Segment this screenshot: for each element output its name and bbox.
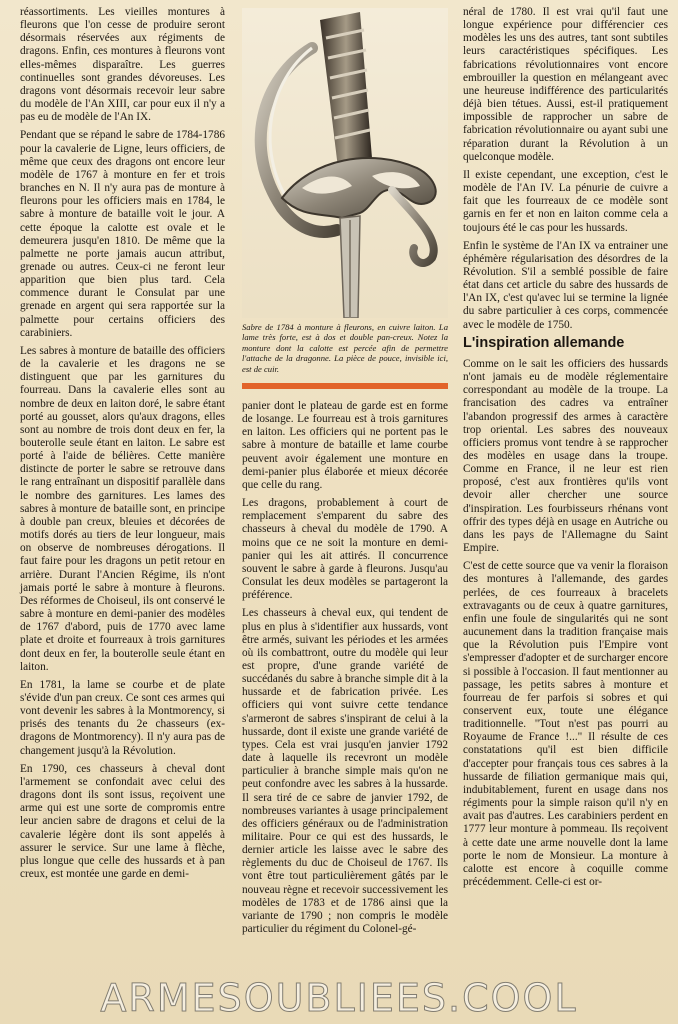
paragraph: En 1781, la lame se courbe et de plate s'évide d'un pan creux. Ce sont ces armes qui vont devenir les sabres à la Montmorency, si prisés des tenants du 2e chasseurs (ex-dragons de Montmorency). Il n'y aura pas de changement jusqu'à la Révolution. xyxy=(20,678,225,757)
text-column-right xyxy=(463,6,668,894)
paragraph: C'est de cette source que va venir la floraison des montures à l'allemande, des gardes perlées, de ces fourreaux à bracelets extravagants ou de ceux à quatre garnitures, enfin une foule de singularités qui ne sont aucunement dans la tradition française mais que la Révolution puis l'Empire vont s'empresser d'adopter et de surcharger encore si possible à l'occasion. Il faut mentionner au passage, les petits sabres à monture et fourreau de fer parfois si sobres et qui conservent eux, toute une élégance traditionnelle. "Tout n'est pas pourri au Royaume de France !..." Il résulte de ces constatations qu'il est bien difficile d'accepter pour français tous ces sabres à la hussarde de filiation germanique mais qui, indubitablement, furent en usage dans nos régiments pour la simple raison qu'il n'y en avait pas d'autres. Les carabiniers perdent en 1777 leur monture à pommeau. Ils reçoivent à cette date une arme nouvelle dont la lame porte le nom de Monsieur. La monture à calotte est encore à coquille comme précédemment. Celle-ci est or- xyxy=(463,560,668,888)
paragraph: réassortiments. Les vieilles montures à fleurons que l'on cesse de produire seront désormais réservées aux régiments de dragons. Enfin, ces montures à fleurons vont elles-mêmes disparaître. Les guerres continuelles sont grandes dévoreuses. Les dragons vont désormais recevoir leur sabre du modèle de l'An XIII, car pour eux il n'y a pas eu de modèle de l'An IX. xyxy=(20,6,225,124)
sabre-hilt-illustration xyxy=(242,8,448,318)
section-heading: L'inspiration allemande xyxy=(463,334,625,351)
paragraph: Les dragons, probablement à court de remplacement s'emparent du sabre des chasseurs à cheval du modèle de 1790. A moins que ce ne soit la monture en demi-panier qui les ait attirés. Il concurrence souvent le sabre à garde à fleurons. Jusqu'au Consulat les deux modèles se partageront la préférence. xyxy=(242,497,448,602)
site-watermark: ARMESOUBLIEES.COOL xyxy=(100,976,578,1020)
paragraph: Pendant que se répand le sabre de 1784-1786 pour la cavalerie de Ligne, leurs officiers, de même que ceux des dragons ont encore leur modèle de 1767 à monture en fer et trois branches en N. Il n'y aura pas de monture à fleurons pour les officiers mais en 1784, le sabre à monture de bataille voit le jour. A cette époque la calotte est ovale et le demeurera jusqu'en 1810. De même que la palmette ne porte jamais aucun attribut, grenade ou autres. Ceux-ci ne feront leur apparition que bien plus tard. Cela commence durant le Consulat par une grenade en argent qui sera rapportée sur la palmette pour certains officiers des carabiniers. xyxy=(20,129,225,339)
sabre-photo xyxy=(242,8,448,318)
photo-caption: Sabre de 1784 à monture à fleurons, en cuivre laiton. La lame très forte, est à dos et double pan-creux. Notez la monture dont la calotte est percée afin de permettre l'attache de la dragonne. La pièce de pouce, invisible ici, est de cuir. xyxy=(242,322,448,374)
paragraph: En 1790, ces chasseurs à cheval dont l'armement se confondait avec celui des dragons dont ils sont issus, reçoivent une arme qui est une sorte de compromis entre leur ancien sabre de dragons et celui de la cavalerie légère dont ils sont appelés à assurer le service. Sur une lame à flèche, plus longue que celle des hussards et à pan creux, est montée une garde en demi- xyxy=(20,762,225,880)
paragraph: Les sabres à monture de bataille des officiers de la cavalerie et les dragons ne se distinguent que par les garnitures du fourreau. Dans la cavalerie elles sont au nombre de deux en laiton doré, le sabre étant porté au gousset, alors qu'aux dragons, elles sont au nombre de trois dont deux en fer, la bouterolle seule étant en laiton. Le sabre est porté à l'aide de bélières. Cette manière distincte de porter le sabre se retrouve dans le rang entraînant un dispositif parallèle dans le nombre des garnitures. Les lames des sabres à monture de bataille sont, en principe à double pan creux, bleuies et décorées de motifs dorés au tiers de leur longueur, mais on observe de nombreuses dérogations. Il faut faire pour les dragons un petit retour en arrière. Durant l'Ancien Régime, ils n'ont jamais porté le sabre à monture à fleurons. Des réformes de Choiseul, ils ont conservé le sabre à monture en demi-panier des modèles de 1767 d'abord, puis de 1770 avec lame plate et droite et fourreaux à trois garnitures dont deux en fer, la bouterolle seule étant en laiton. xyxy=(20,344,225,673)
paragraph: Comme on le sait les officiers des hussards n'ont jamais eu de modèle réglementaire correspondant au modèle de la troupe. La francisation des cadres va entraîner l'abandon progressif des armes à caractère trop oriental. Les sabres des nouveaux officiers promus vont tendre à se rapprocher des modèles en usage dans la troupe. Comme en France, il ne leur est rien proposé, c'est aux frontières qu'ils vont devoir aller chercher une source d'inspiration. Les fourbisseurs rhénans vont offrir des types déjà en usage en Autriche ou dans les pays de l'Allemagne du Saint Empire. xyxy=(463,357,668,555)
paragraph: Les chasseurs à cheval eux, qui tendent de plus en plus à s'identifier aux hussards, vont être armés, suivant les périodes et les armées où ils combattront, outre du modèle qui leur est propre, d'une grande variété de succédanés du sabre à branche simple dit à la hussarde et de fabrication privée. Les officiers qui vont suivre cette tendance s'armeront de sabres s'inspirant de celui à la hussarde, dont il existe une grande variété de types. Cela est vrai jusqu'en janvier 1792 date à laquelle ils recevront un modèle particulier à branche simple mais qu'on ne peut confondre avec les sabres à la hussarde. Il sera tiré de ce sabre de janvier 1792, de nombreuses variantes à usage principalement des officiers généraux ou de l'administration militaire. Pour ce qui est des hussards, le dernier article les laisse avec le sabre des règlements du duc de Choiseul de 1767. Ils vont être tout particulièrement gâtés par le nouveau règne et recevoir successivement les modèles de 1783 et de 1786 ainsi que la variante de 1790 ; non compris le modèle particulier du régiment du Colonel-gé- xyxy=(242,607,448,936)
orange-divider xyxy=(242,383,448,389)
paragraph: Il existe cependant, une exception, c'est le modèle de l'An IV. La pénurie de cuivre a fait que les fourreaux de ce modèle sont garnis en fer et non en laiton comme cela a toujours été le cas pour les hussards. xyxy=(463,168,668,234)
text-column-middle xyxy=(242,400,448,941)
paragraph: Enfin le système de l'An IX va entrainer une éphémère régularisation des désordres de la Révolution. S'il a semblé possible de faire état dans cet article du sabre des hussards de l'An IX, c'est qu'avec lui se termine la lignée du sabre particulier à ces corps, commencée avec le modèle de 1750. xyxy=(463,239,668,331)
text-column-left xyxy=(20,6,225,886)
paragraph: néral de 1780. Il est vrai qu'il faut une longue expérience pour différencier ces modèles les uns des autres, tant sont subtiles leurs caractéristiques spécifiques. Les fabrications révolutionnaires vont encore embrouiller la question en mélangeant avec une heureuse indifférence des particularités déjà bien tétues. Aussi, est-il pratiquement impossible de rapprocher un sabre de fabrication révolutionnaire ou ayant subi une réparation durant la Révolution à un quelconque modèle. xyxy=(463,6,668,163)
paragraph: panier dont le plateau de garde est en forme de losange. Le fourreau est à trois garnitures en laiton. Les officiers qui ne portent pas le sabre à monture de bataille et lame courbe peuvent avoir également une monture en demi-panier plus élaborée et mieux décorée que celle du rang. xyxy=(242,400,448,491)
